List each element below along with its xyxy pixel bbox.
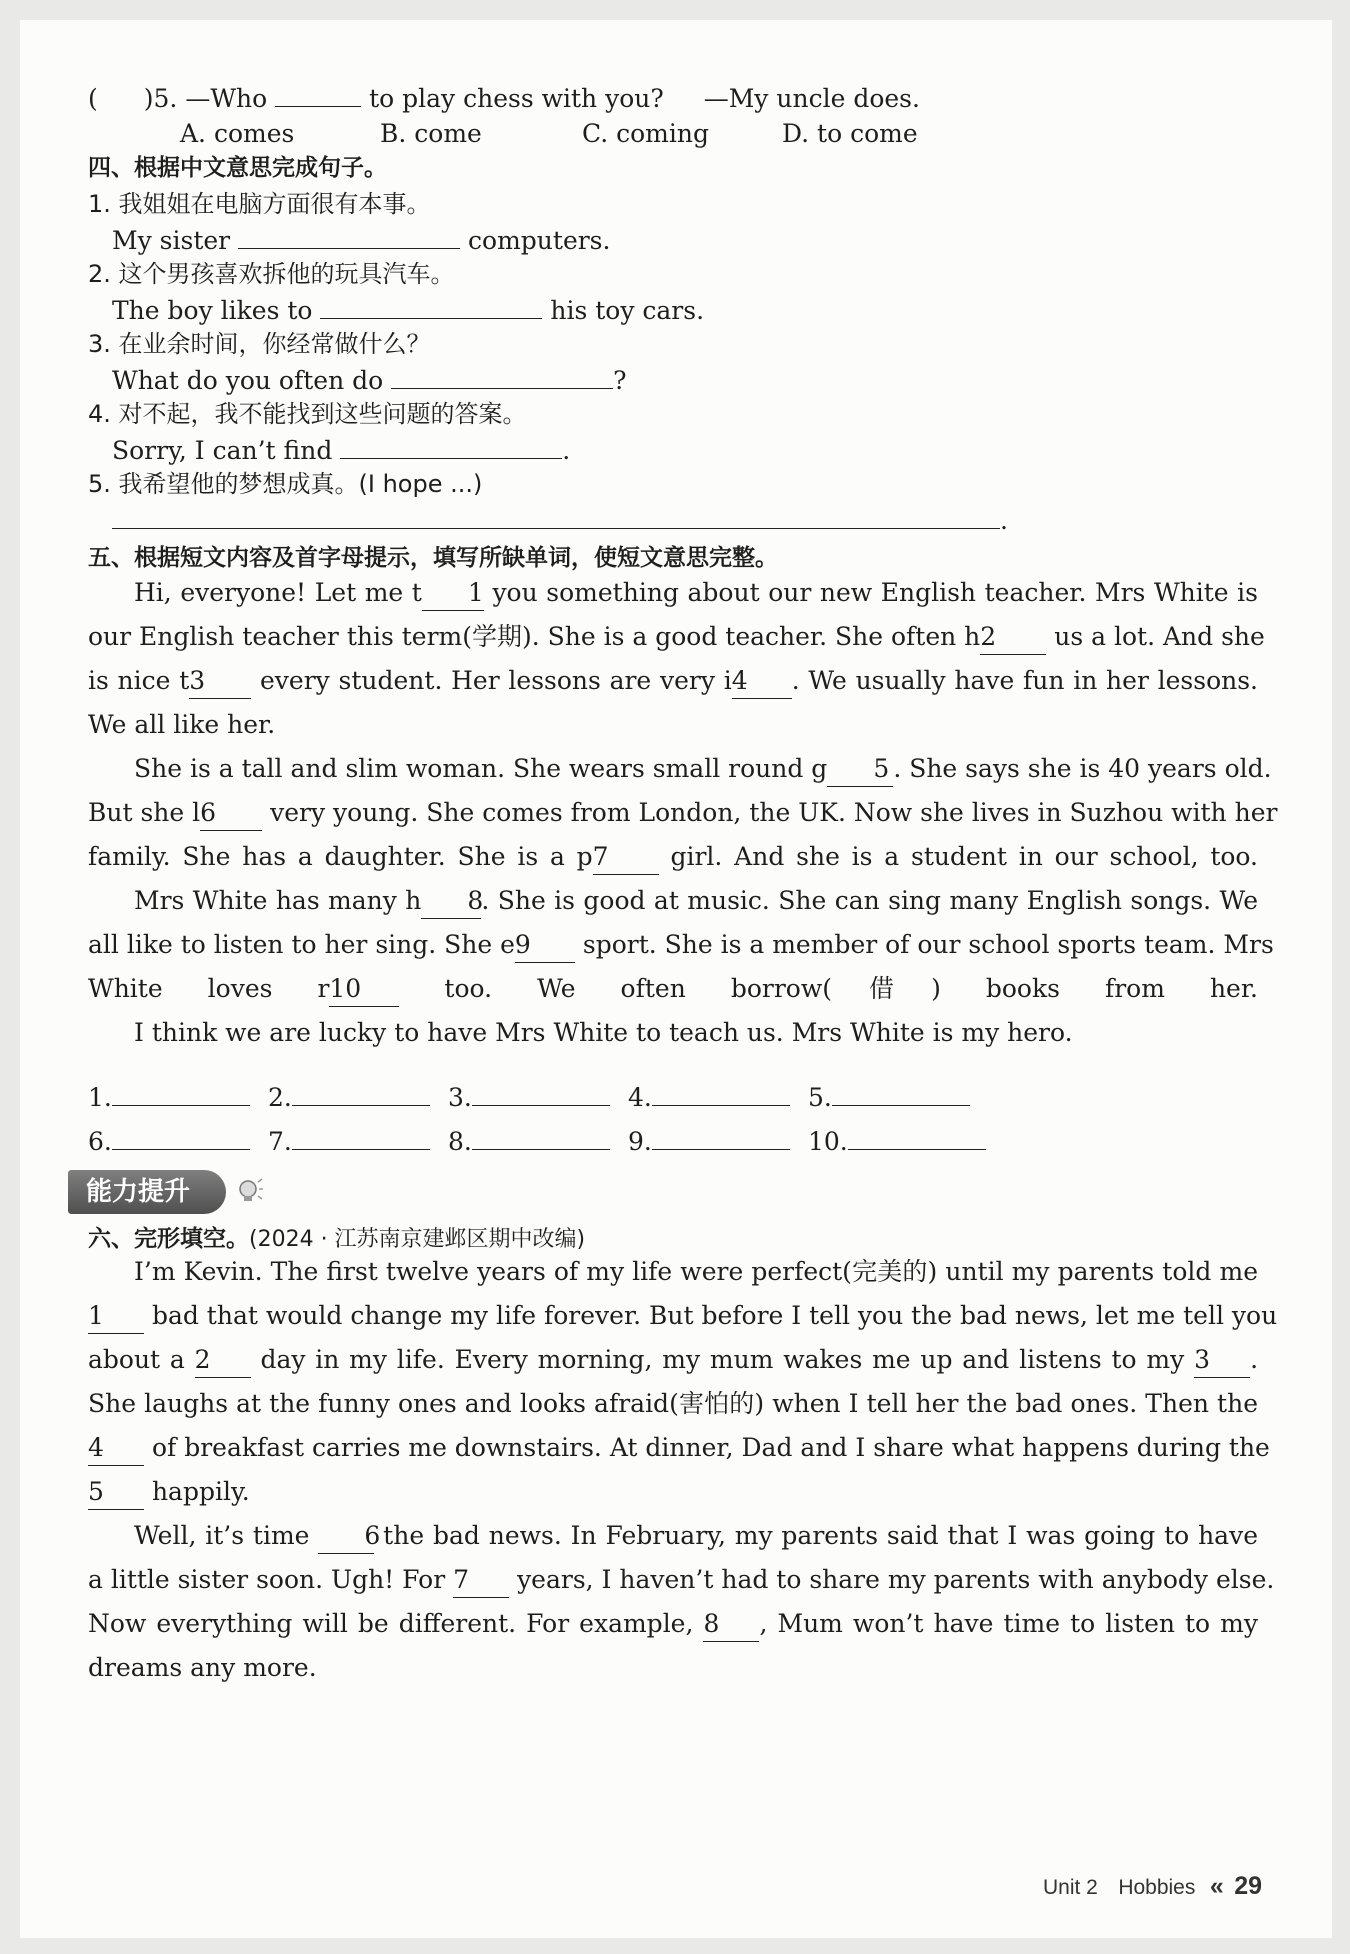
topic-label: Hobbies <box>1118 1876 1196 1899</box>
s6-p1-line-6: 5 happily. <box>88 1470 1258 1514</box>
section-5-heading: 五、根据短文内容及首字母提示，填写所缺单词，使短文意思完整。 <box>88 545 778 571</box>
s6-p2-line-1: Well, it’s time 6 the bad news. In February, my parents said that I was going to have <box>88 1514 1258 1558</box>
answer-slot-3: 3. <box>448 1075 610 1119</box>
cloze-blank-5[interactable]: 5 <box>88 1475 144 1510</box>
section-4-heading: 四、根据中文意思完成句子。 <box>88 155 387 181</box>
option-b[interactable]: B. come <box>380 119 482 148</box>
answer-blank[interactable] <box>652 1119 790 1150</box>
cloze-blank-6[interactable]: 6 <box>318 1519 374 1554</box>
sentence-2-english: The boy likes to his toy cars. <box>112 288 704 332</box>
page-footer <box>1043 1866 1262 1906</box>
s6-p1-line-4: She laughs at the funny ones and looks afraid(害怕的) when I tell her the bad ones. Then the <box>88 1389 1258 1418</box>
workbook-page <box>20 20 1332 1938</box>
s6-p2-line-4: dreams any more. <box>88 1653 317 1682</box>
answer-line[interactable] <box>112 498 1000 529</box>
s5-p2-line-1: She is a tall and slim woman. She wears small round g 5 . She says she is 40 years old. <box>88 747 1258 791</box>
unit-label: Unit 2 <box>1043 1876 1098 1899</box>
sentence-2-chinese: 2. 这个男孩喜欢拆他的玩具汽车。 <box>88 260 455 288</box>
answer-blank[interactable] <box>340 428 562 459</box>
answer-slot-1: 1. <box>88 1075 250 1119</box>
cloze-blank-1[interactable]: 1 <box>88 1299 144 1334</box>
answer-blank[interactable] <box>472 1075 610 1106</box>
answer-blank[interactable] <box>848 1119 986 1150</box>
s5-p1-line-1: Hi, everyone! Let me t 1 you something about our new English teacher. Mrs White is <box>88 571 1258 615</box>
sentence-5-english: . <box>112 498 1008 542</box>
answer-blank[interactable] <box>275 76 361 107</box>
double-chevron-left-icon: « <box>1209 1872 1224 1900</box>
s6-p2-line-3: Now everything will be different. For example, 8 , Mum won’t have time to listen to my <box>88 1602 1258 1646</box>
answer-blank[interactable] <box>112 1075 250 1106</box>
s5-p1-line-2: our English teacher this term(学期). She is a good teacher. She often h2 us a lot. And she <box>88 615 1258 659</box>
cloze-blank-2[interactable]: 2 <box>195 1343 251 1378</box>
option-d[interactable]: D. to come <box>782 119 918 148</box>
cloze-blank-7[interactable]: 7 <box>453 1563 509 1598</box>
cloze-blank-6[interactable]: 6 <box>200 796 262 831</box>
answer-slot-6: 6. <box>88 1119 250 1163</box>
answer-blank[interactable] <box>112 1119 250 1150</box>
option-a[interactable]: A. comes <box>180 119 295 148</box>
sentence-3-chinese: 3. 在业余时间，你经常做什么？ <box>88 330 431 358</box>
sentence-4-chinese: 4. 对不起，我不能找到这些问题的答案。 <box>88 400 527 428</box>
cloze-blank-10[interactable]: 10 <box>329 972 399 1007</box>
cloze-blank-7[interactable]: 7 <box>593 840 659 875</box>
s6-p1-line-5: 4 of breakfast carries me downstairs. At dinner, Dad and I share what happens during the <box>88 1426 1258 1470</box>
answer-slot-2: 2. <box>268 1075 430 1119</box>
s5-p3-line-2: all like to listen to her sing. She e9 sport. She is a member of our school sports team. Mrs <box>88 923 1258 967</box>
answer-slot-5: 5. <box>808 1075 970 1119</box>
s6-p1-line-2: 1 bad that would change my life forever. But before I tell you the bad news, let me tell you <box>88 1294 1258 1338</box>
lightbulb-icon <box>234 1176 264 1206</box>
section-6-heading: 六、完形填空。(2024 · 江苏南京建邺区期中改编) <box>88 1226 586 1252</box>
cloze-blank-3[interactable]: 3 <box>1194 1343 1250 1378</box>
cloze-blank-1[interactable]: 1 <box>422 576 484 611</box>
answer-blank[interactable] <box>320 288 542 319</box>
cloze-blank-3[interactable]: 3 <box>189 664 251 699</box>
answer-slot-4: 4. <box>628 1075 790 1119</box>
page-number: 29 <box>1234 1872 1262 1900</box>
answer-blank[interactable] <box>652 1075 790 1106</box>
cloze-blank-8[interactable]: 8 <box>421 884 481 919</box>
ability-boost-badge: 能力提升 <box>68 1170 226 1214</box>
answer-blank[interactable] <box>391 358 613 389</box>
s6-p2-line-2: a little sister soon. Ugh! For 7 years, I haven’t had to share my parents with anybody else. <box>88 1558 1258 1602</box>
s5-p4: I think we are lucky to have Mrs White to teach us. Mrs White is my hero. <box>134 1018 1073 1047</box>
sentence-5-chinese: 5. 我希望他的梦想成真。(I hope ...) <box>88 470 483 498</box>
s5-p3-line-1: Mrs White has many h 8. She is good at music. She can sing many English songs. We <box>88 879 1258 923</box>
cloze-blank-9[interactable]: 9 <box>515 928 575 963</box>
s5-p1-line-3: is nice t3 every student. Her lessons are very i4 . We usually have fun in her lessons. <box>88 659 1258 703</box>
answer-blank[interactable] <box>238 218 460 249</box>
s6-p1-line-1: I’m Kevin. The first twelve years of my life were perfect(完美的) until my parents told me <box>134 1257 1258 1286</box>
answer-slot-8: 8. <box>448 1119 610 1163</box>
sentence-1-chinese: 1. 我姐姐在电脑方面很有本事。 <box>88 190 431 218</box>
s6-p1-line-3: about a 2 day in my life. Every morning, my mum wakes me up and listens to my 3 . <box>88 1338 1258 1382</box>
s5-p1-line-4: We all like her. <box>88 710 276 739</box>
cloze-blank-5[interactable]: 5 <box>827 752 893 787</box>
option-c[interactable]: C. coming <box>582 119 709 148</box>
answer-blank[interactable] <box>832 1075 970 1106</box>
answer-slot-7: 7. <box>268 1119 430 1163</box>
answer-blank[interactable] <box>472 1119 610 1150</box>
cloze-blank-2[interactable]: 2 <box>980 620 1046 655</box>
cloze-blank-8[interactable]: 8 <box>703 1607 759 1642</box>
cloze-blank-4[interactable]: 4 <box>88 1431 144 1466</box>
answer-blank[interactable] <box>292 1075 430 1106</box>
answer-slot-10: 10. <box>808 1119 986 1163</box>
s5-p2-line-3: family. She has a daughter. She is a p7 girl. And she is a student in our school, too. <box>88 835 1258 879</box>
question-5: ( )5. —Who to play chess with you? —My uncle does. <box>88 76 920 120</box>
s5-p3-line-3: White loves r10 too. We often borrow(借) books from her. <box>88 967 1258 1011</box>
answer-blank[interactable] <box>292 1119 430 1150</box>
cloze-blank-4[interactable]: 4 <box>732 664 792 699</box>
sentence-3-english: What do you often do ? <box>112 358 627 402</box>
question-stem: 5. —Who <box>153 84 268 113</box>
sentence-4-english: Sorry, I can’t find . <box>112 428 570 472</box>
s5-p2-line-2: But she l6 very young. She comes from London, the UK. Now she lives in Suzhou with her <box>88 791 1258 835</box>
sentence-1-english: My sister computers. <box>112 218 610 262</box>
answer-slot-9: 9. <box>628 1119 790 1163</box>
